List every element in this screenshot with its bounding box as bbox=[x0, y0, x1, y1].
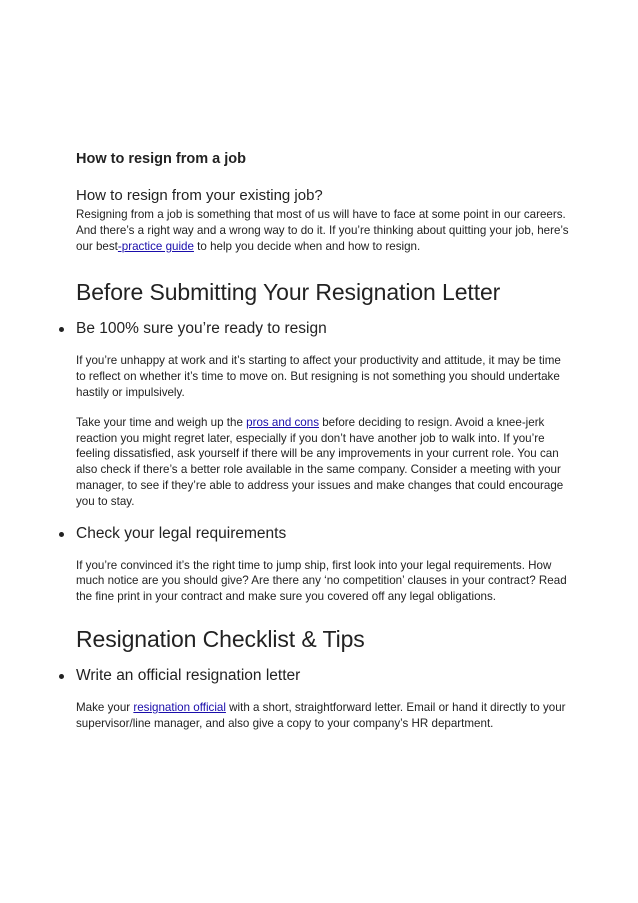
paragraph bbox=[76, 415, 571, 510]
bullet-heading bbox=[76, 319, 571, 339]
paragraph-text-after: with a short, straightforward letter. Email or hand it directly to your supervisor/line manager, and also give a copy to your company’s HR department. bbox=[76, 700, 566, 730]
list-item-legal-requirements bbox=[76, 524, 571, 605]
paragraph bbox=[76, 700, 571, 732]
paragraph-text-before: Take your time and weigh up the bbox=[76, 415, 247, 429]
section-heading-before-submitting: Before Submitting Your Resignation Letter bbox=[76, 279, 501, 306]
list-item-ready-to-resign bbox=[76, 319, 571, 509]
paragraph: If you’re unhappy at work and it’s starting to affect your productivity and attitude, it may be time to reflect on whether it’s time to move on. But resigning is not something you should undertake hastily or impulsively. bbox=[76, 354, 561, 399]
pros-and-cons-link[interactable]: pros and cons bbox=[246, 415, 319, 429]
resignation-official-link[interactable]: resignation official bbox=[133, 700, 226, 714]
paragraph: If you’re convinced it’s the right time to jump ship, first look into your legal requirements. How much notice are you should give? Are there any ‘no competition’ clauses in your contract? Read the fine print in your contract and make sure you covered off any legal obligations. bbox=[76, 558, 567, 604]
bullet-icon bbox=[59, 674, 64, 679]
best-practice-guide-link[interactable]: -practice guide bbox=[117, 239, 194, 253]
paragraph-text-before: Make your bbox=[76, 700, 134, 714]
bullet-icon bbox=[59, 532, 64, 537]
document-title: How to resign from a job bbox=[76, 151, 246, 167]
intro-text-after: to help you decide when and how to resign. bbox=[193, 239, 421, 253]
document-body bbox=[76, 150, 571, 732]
bullet-heading bbox=[76, 666, 571, 686]
bullet-heading-text: Check your legal requirements bbox=[76, 524, 287, 542]
bullet-heading-text: Be 100% sure you’re ready to resign bbox=[76, 320, 327, 338]
bullet-heading bbox=[76, 524, 571, 544]
paragraph-text-after: before deciding to resign. Avoid a knee-jerk reaction you might regret later, especially if you don’t have another job to walk into. If you’re feeling dissatisfied, ask yourself if there will be any improvements in your current role. You can also check if there’s a better role available in the same company. Consider a meeting with your manager, to see if they’re able to address your issues and make changes that could encourage you to stay. bbox=[76, 415, 564, 508]
intro-section bbox=[76, 207, 571, 254]
intro-paragraph bbox=[76, 207, 571, 254]
bullet-heading-text: Write an official resignation letter bbox=[76, 666, 301, 684]
bullet-icon bbox=[59, 327, 64, 332]
intro-text-before: Resigning from a job is something that most of us will have to face at some point in our careers. And there’s a right way and a wrong way to do it. If you’re thinking about quitting your job, here’s our best bbox=[76, 208, 569, 253]
list-item-official-letter bbox=[76, 666, 571, 732]
section-heading-checklist-tips: Resignation Checklist & Tips bbox=[76, 625, 365, 652]
intro-heading: How to resign from your existing job? bbox=[76, 187, 323, 204]
